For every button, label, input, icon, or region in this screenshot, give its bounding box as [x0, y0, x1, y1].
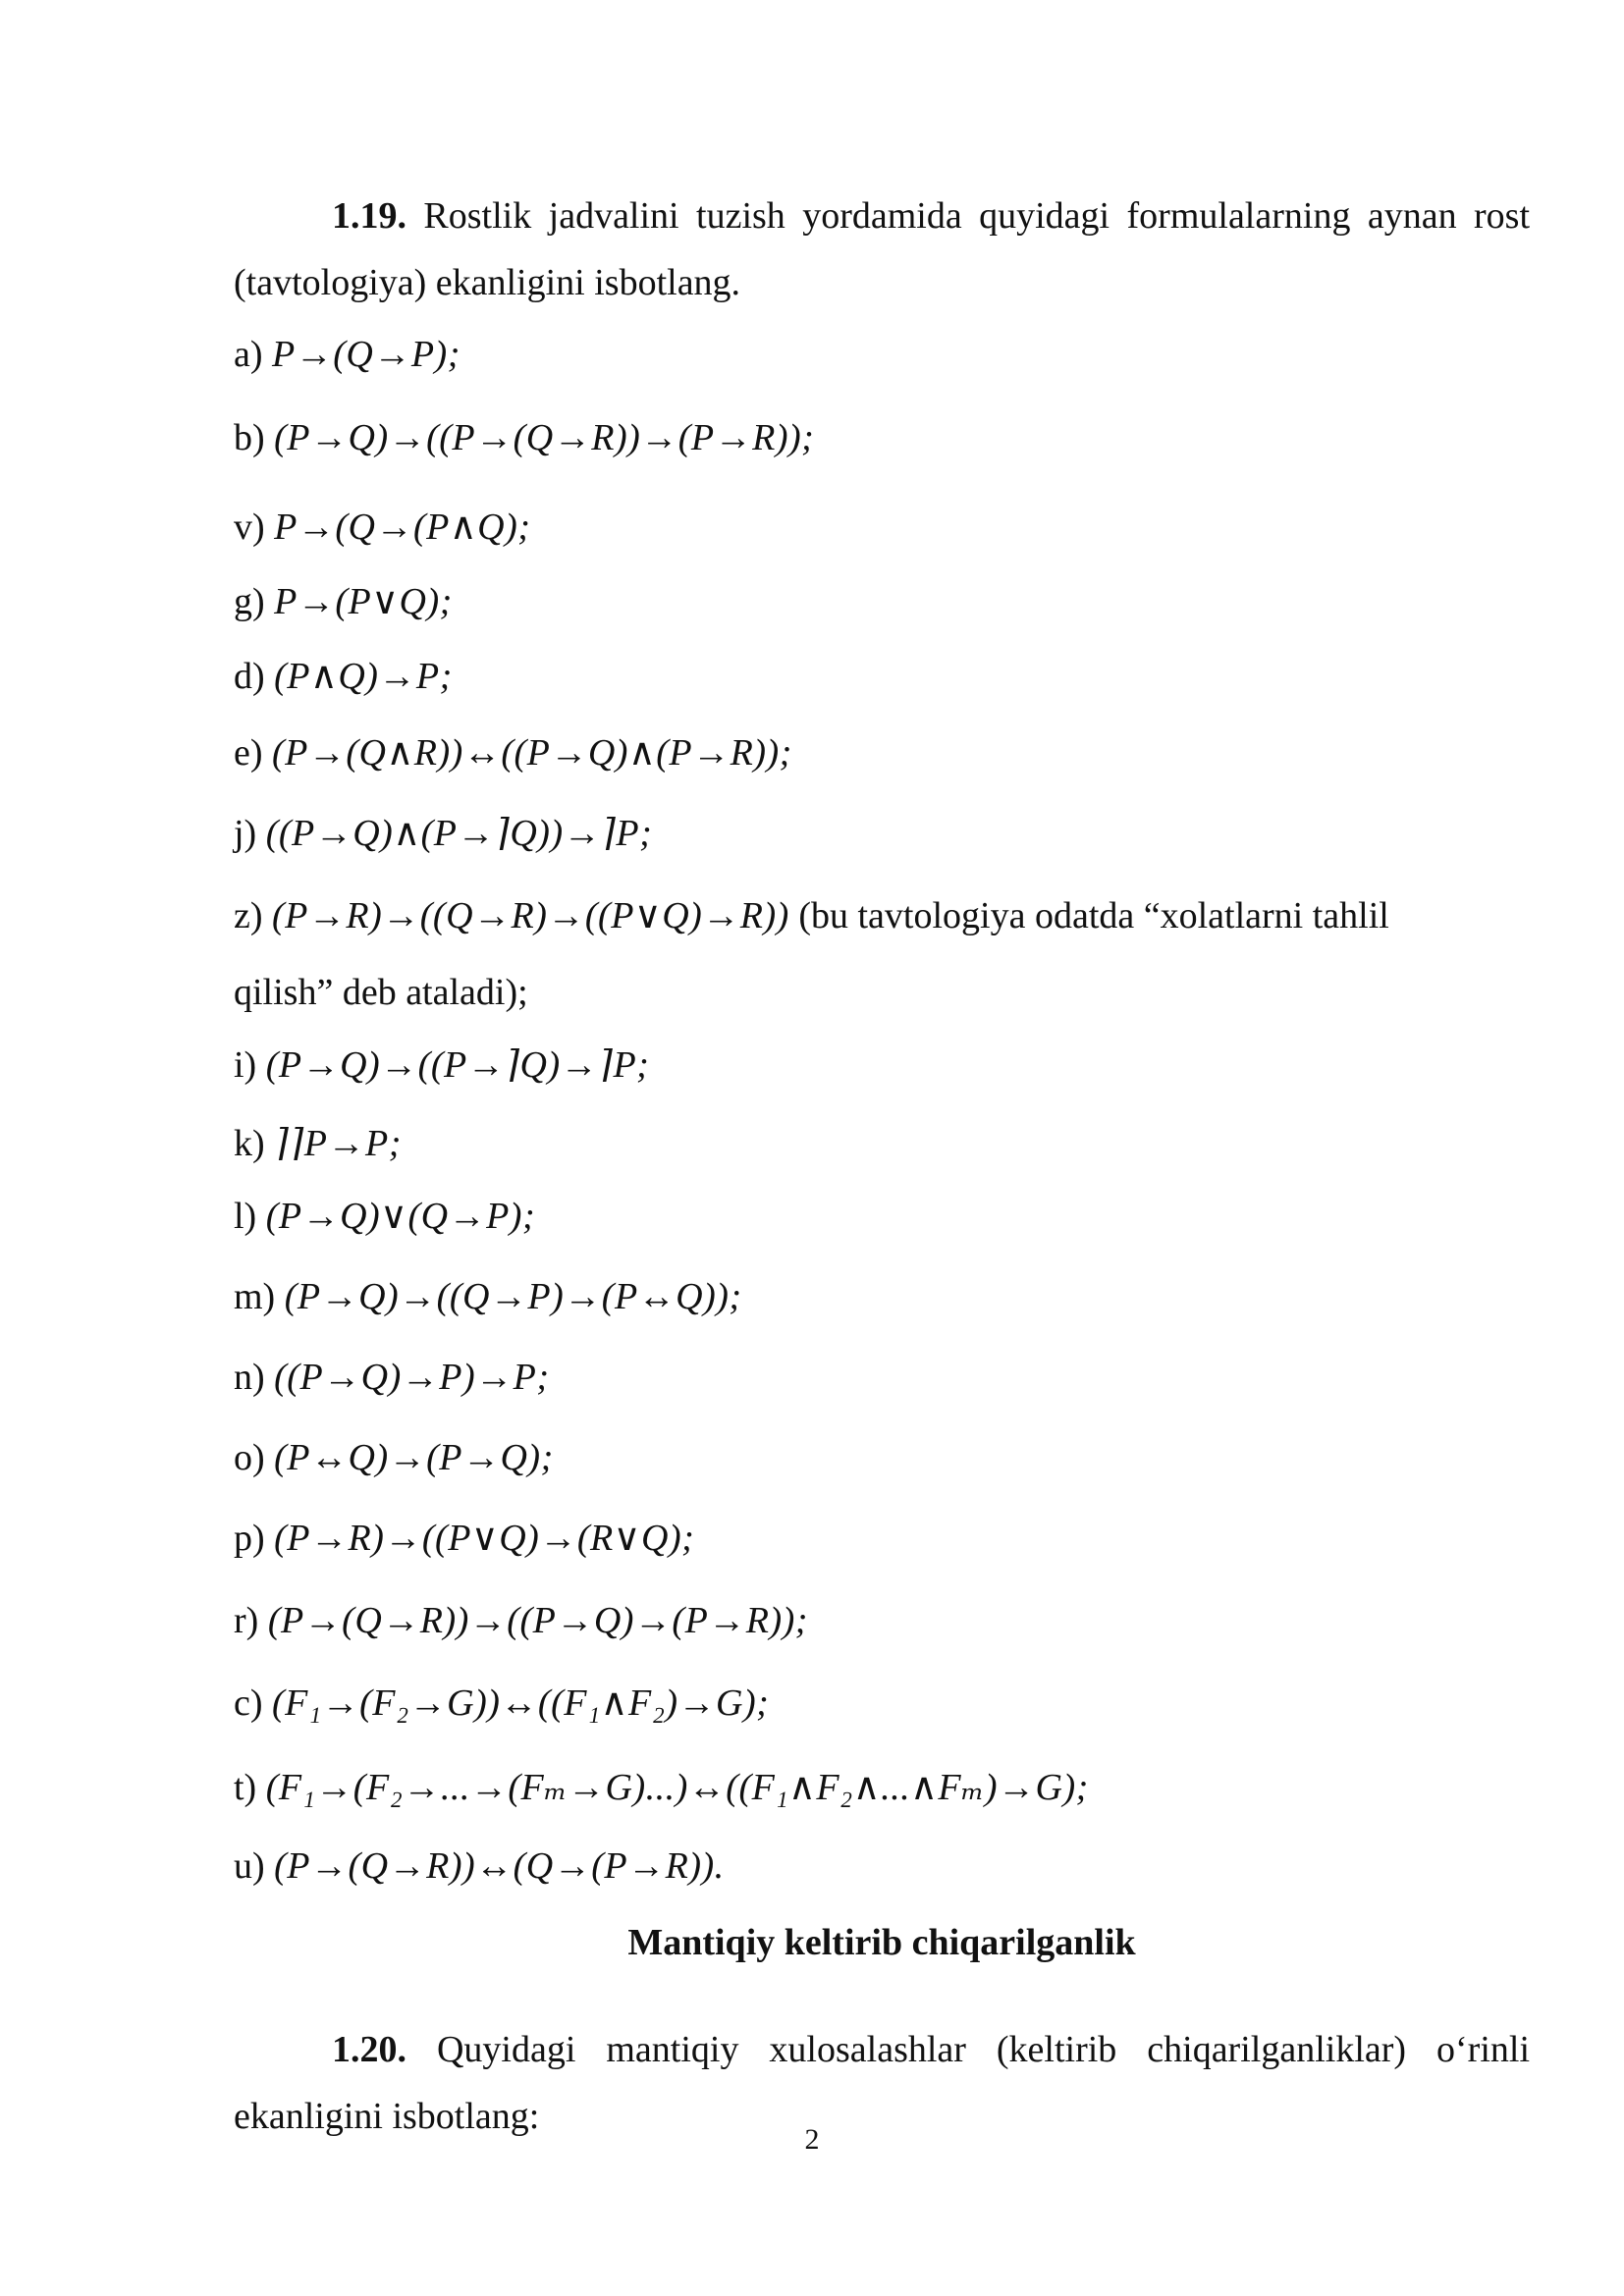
formula: ((P→Q)∧(P→⌉Q))→⌉P;: [265, 813, 653, 854]
formula-item-c: [234, 1679, 1530, 1728]
formula-item-m: [234, 1272, 1530, 1321]
formula: ((P→Q)→P)→P;: [274, 1357, 550, 1398]
formula-item-u: [234, 1842, 1530, 1891]
item-label: i): [234, 1044, 257, 1086]
formula-item-v: [234, 503, 1530, 552]
problem-number: 1.20.: [332, 2029, 406, 2070]
item-label: n): [234, 1357, 265, 1398]
problem-number: 1.19.: [332, 195, 406, 237]
formula: (P→R)→((Q→R)→((P∨Q)→R)): [272, 895, 789, 936]
problem-text: Rostlik jadvalini tuzish yordamida quyidagi formulalarning aynan rost (tavtologiya) ekanligini isbotlang.: [234, 195, 1531, 303]
formula: P→(Q→P);: [272, 334, 460, 375]
formula-item-t: [234, 1763, 1530, 1812]
formula-item-k: [234, 1119, 1530, 1168]
formula-item-z-continuation: qilish” deb ataladi);: [234, 972, 528, 1013]
formula: ⌉⌉P→P;: [274, 1123, 402, 1164]
item-label: d): [234, 656, 265, 697]
item-label: o): [234, 1437, 265, 1478]
item-label: u): [234, 1845, 265, 1887]
item-label: v): [234, 507, 265, 548]
formula-item-d: [234, 652, 1530, 701]
section-heading: Mantiqiy keltirib chiqarilganlik: [627, 1922, 1136, 1963]
formula: (P→(Q∧R))↔((P→Q)∧(P→R));: [272, 732, 792, 774]
formula: P→(P∨Q);: [274, 581, 453, 622]
formula-item-z: [234, 891, 1530, 940]
item-label: j): [234, 813, 257, 854]
formula: (F₁→(F₂→...→(Fₘ→G)...)↔((F₁∧F₂∧...∧Fₘ)→G);: [265, 1767, 1089, 1808]
item-label: z): [234, 895, 263, 936]
page-number: 2: [804, 2123, 820, 2156]
formula: (P→Q)→((Q→P)→(P↔Q));: [284, 1276, 742, 1317]
item-label: l): [234, 1196, 257, 1237]
formula: P→(Q→(P∧Q);: [274, 507, 531, 548]
formula: (P→Q)→((P→⌉Q)→⌉P;: [265, 1044, 650, 1086]
item-label: e): [234, 732, 263, 774]
item-label: t): [234, 1767, 257, 1808]
formula-item-g: [234, 577, 1530, 626]
formula-item-p: [234, 1514, 1530, 1563]
formula-item-b: [234, 413, 1530, 462]
item-label: a): [234, 334, 263, 375]
formula: (P→(Q→R))→((P→Q)→(P→R));: [267, 1600, 808, 1641]
item-label: g): [234, 581, 265, 622]
formula-item-r: [234, 1596, 1530, 1645]
formula-item-e: [234, 728, 1530, 777]
formula: (P→Q)∨(Q→P);: [265, 1196, 536, 1237]
item-label: b): [234, 417, 265, 458]
item-label: r): [234, 1600, 259, 1641]
formula-item-i: [234, 1041, 1530, 1090]
formula-item-n: [234, 1353, 1530, 1402]
item-label: p): [234, 1518, 265, 1559]
problem-text: Quyidagi mantiqiy xulosalashlar (keltirib chiqarilganliklar) o‘rinli ekanligini isbotlang:: [234, 2029, 1530, 2137]
item-label: m): [234, 1276, 276, 1317]
formula-item-a: [234, 330, 1530, 379]
formula: (P∧Q)→P;: [274, 656, 453, 697]
item-label: c): [234, 1682, 263, 1724]
formula-note: (bu tavtologiya odatda “xolatlarni tahlil: [798, 895, 1389, 936]
item-label: k): [234, 1123, 265, 1164]
formula: (P→(Q→R))↔(Q→(P→R)).: [274, 1845, 725, 1887]
formula: (P→R)→((P∨Q)→(R∨Q);: [274, 1518, 695, 1559]
formula-item-o: [234, 1433, 1530, 1482]
problem-1-19: [234, 183, 1530, 316]
formula-item-j: [234, 809, 1530, 858]
formula: (P↔Q)→(P→Q);: [274, 1437, 554, 1478]
formula: (F₁→(F₂→G))↔((F₁∧F₂)→G);: [272, 1682, 770, 1724]
formula-item-l: [234, 1192, 1530, 1241]
formula: (P→Q)→((P→(Q→R))→(P→R));: [274, 417, 815, 458]
